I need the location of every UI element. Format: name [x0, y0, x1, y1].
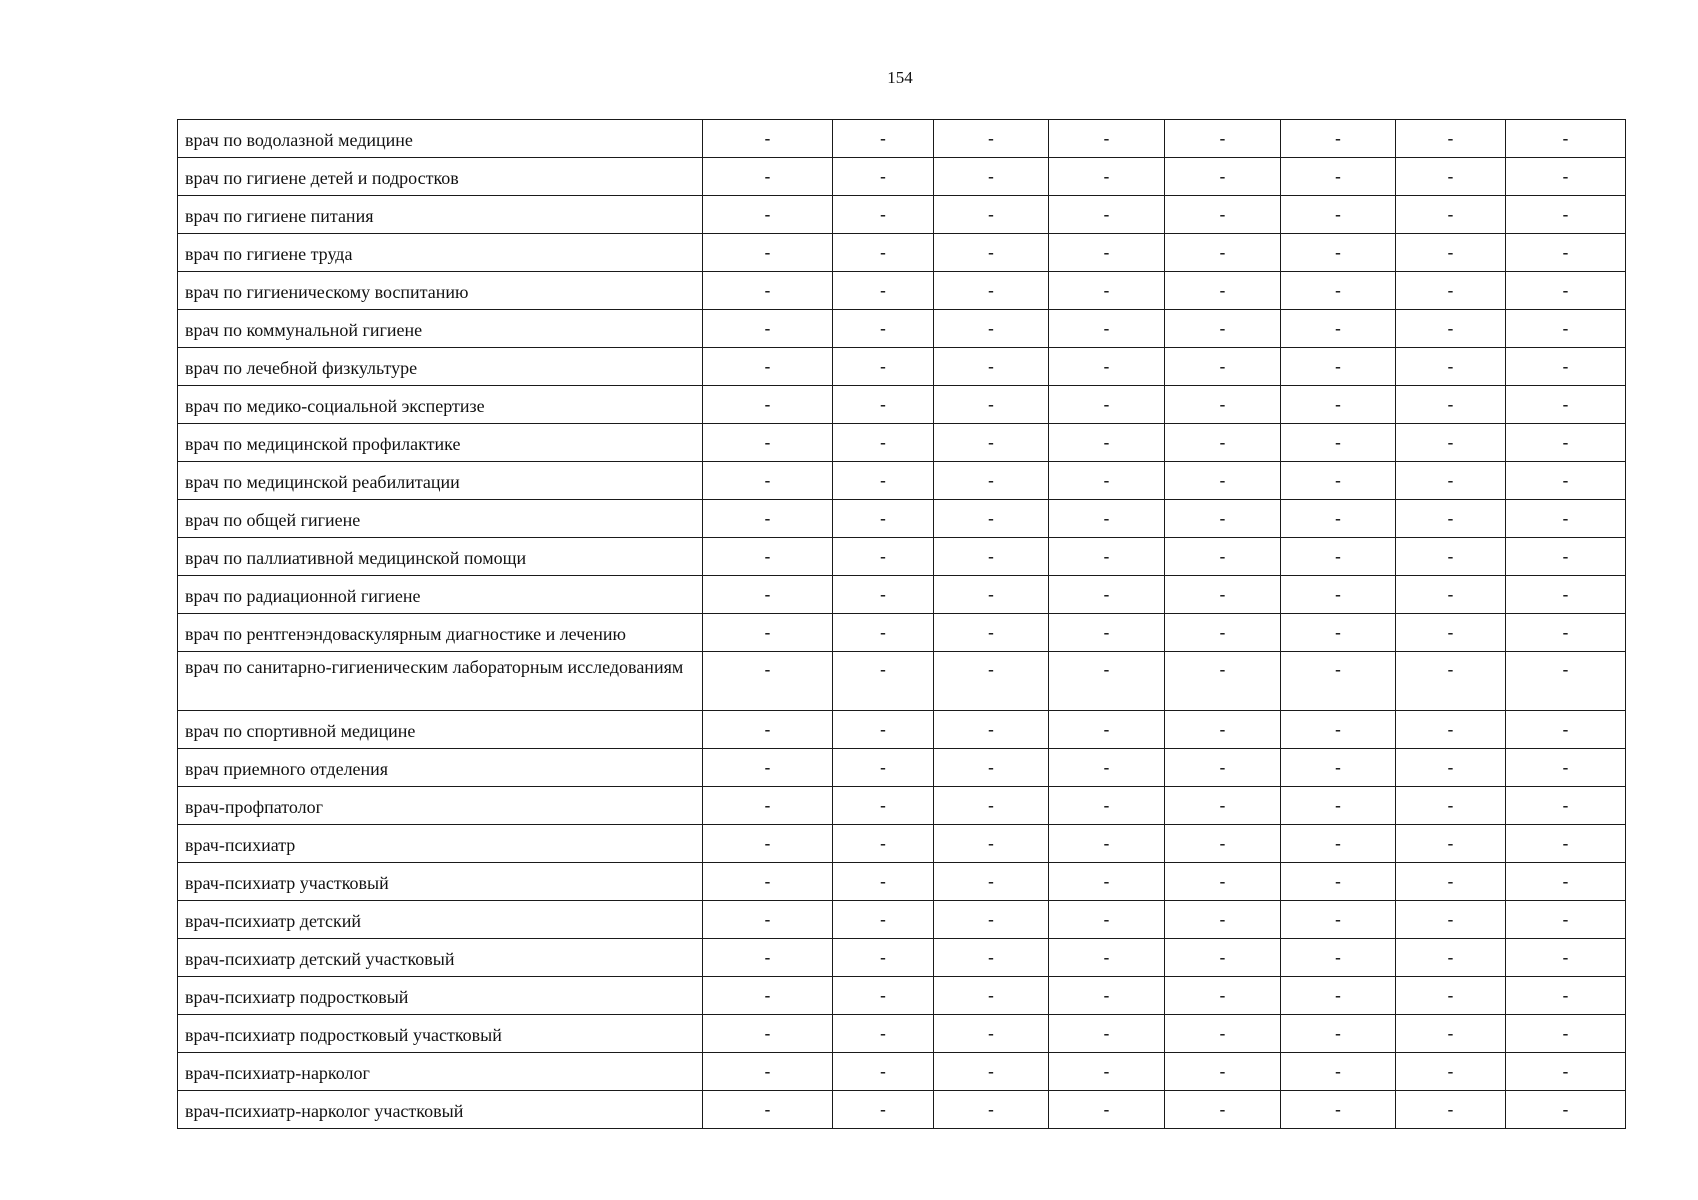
value-cell: -	[934, 272, 1049, 310]
value-cell: -	[1165, 120, 1281, 158]
value-cell: -	[934, 977, 1049, 1015]
value-cell: -	[1165, 310, 1281, 348]
value-cell: -	[934, 901, 1049, 939]
value-cell: -	[1049, 234, 1165, 272]
table-row	[178, 939, 1626, 977]
table-row	[178, 386, 1626, 424]
specialty-name-cell: врач-психиатр	[178, 825, 703, 863]
value-cell: -	[1281, 787, 1396, 825]
value-cell: -	[1506, 652, 1626, 711]
value-cell: -	[703, 158, 833, 196]
value-cell: -	[703, 310, 833, 348]
value-cell: -	[703, 711, 833, 749]
value-cell: -	[1049, 1053, 1165, 1091]
value-cell: -	[1281, 234, 1396, 272]
value-cell: -	[703, 576, 833, 614]
value-cell: -	[1281, 462, 1396, 500]
table-row	[178, 901, 1626, 939]
value-cell: -	[1506, 711, 1626, 749]
value-cell: -	[703, 348, 833, 386]
value-cell: -	[1396, 424, 1506, 462]
value-cell: -	[833, 652, 934, 711]
value-cell: -	[703, 386, 833, 424]
value-cell: -	[1049, 711, 1165, 749]
value-cell: -	[1506, 576, 1626, 614]
value-cell: -	[934, 310, 1049, 348]
value-cell: -	[1506, 1015, 1626, 1053]
specialty-name-cell: врач по паллиативной медицинской помощи	[178, 538, 703, 576]
value-cell: -	[1506, 787, 1626, 825]
value-cell: -	[833, 462, 934, 500]
table-row	[178, 424, 1626, 462]
value-cell: -	[1506, 234, 1626, 272]
value-cell: -	[1049, 196, 1165, 234]
specialty-name-cell: врач-психиатр-нарколог участковый	[178, 1091, 703, 1129]
specialty-name-cell: врач по гигиене питания	[178, 196, 703, 234]
specialty-name-cell: врач-психиатр подростковый	[178, 977, 703, 1015]
value-cell: -	[1281, 1015, 1396, 1053]
value-cell: -	[934, 1015, 1049, 1053]
table-row	[178, 234, 1626, 272]
value-cell: -	[1506, 1053, 1626, 1091]
value-cell: -	[703, 939, 833, 977]
value-cell: -	[703, 1053, 833, 1091]
value-cell: -	[1396, 538, 1506, 576]
value-cell: -	[1506, 939, 1626, 977]
value-cell: -	[1396, 901, 1506, 939]
table-row	[178, 787, 1626, 825]
value-cell: -	[1049, 614, 1165, 652]
value-cell: -	[1396, 1053, 1506, 1091]
value-cell: -	[703, 272, 833, 310]
value-cell: -	[934, 1091, 1049, 1129]
value-cell: -	[1049, 1015, 1165, 1053]
value-cell: -	[833, 538, 934, 576]
specialty-name-cell: врач-психиатр детский	[178, 901, 703, 939]
value-cell: -	[1396, 462, 1506, 500]
table-row	[178, 825, 1626, 863]
specialty-name-cell: врач по медицинской реабилитации	[178, 462, 703, 500]
value-cell: -	[1506, 538, 1626, 576]
value-cell: -	[934, 158, 1049, 196]
value-cell: -	[1049, 538, 1165, 576]
value-cell: -	[1506, 614, 1626, 652]
table-row	[178, 711, 1626, 749]
value-cell: -	[1396, 386, 1506, 424]
value-cell: -	[1281, 500, 1396, 538]
specialty-name-cell: врач по радиационной гигиене	[178, 576, 703, 614]
table-row	[178, 652, 1626, 711]
value-cell: -	[1506, 901, 1626, 939]
specialty-name-cell: врач-психиатр детский участковый	[178, 939, 703, 977]
value-cell: -	[1281, 749, 1396, 787]
value-cell: -	[1165, 424, 1281, 462]
page-number: 154	[887, 68, 913, 87]
value-cell: -	[833, 749, 934, 787]
value-cell: -	[934, 652, 1049, 711]
value-cell: -	[1396, 787, 1506, 825]
value-cell: -	[833, 120, 934, 158]
value-cell: -	[1506, 462, 1626, 500]
table-row	[178, 462, 1626, 500]
table-row	[178, 500, 1626, 538]
value-cell: -	[703, 787, 833, 825]
value-cell: -	[703, 424, 833, 462]
value-cell: -	[1049, 787, 1165, 825]
value-cell: -	[1281, 977, 1396, 1015]
value-cell: -	[1049, 120, 1165, 158]
value-cell: -	[934, 500, 1049, 538]
specialty-name-cell: врач по гигиене труда	[178, 234, 703, 272]
value-cell: -	[934, 234, 1049, 272]
value-cell: -	[833, 348, 934, 386]
value-cell: -	[1165, 386, 1281, 424]
value-cell: -	[703, 614, 833, 652]
value-cell: -	[1049, 500, 1165, 538]
specialty-name-cell: врач по гигиене детей и подростков	[178, 158, 703, 196]
value-cell: -	[1165, 901, 1281, 939]
value-cell: -	[1396, 614, 1506, 652]
value-cell: -	[1506, 500, 1626, 538]
specialty-name-cell: врач по спортивной медицине	[178, 711, 703, 749]
value-cell: -	[703, 196, 833, 234]
specialty-name-cell: врач приемного отделения	[178, 749, 703, 787]
value-cell: -	[1396, 576, 1506, 614]
table-row	[178, 158, 1626, 196]
value-cell: -	[703, 462, 833, 500]
value-cell: -	[1049, 863, 1165, 901]
table-row	[178, 1015, 1626, 1053]
value-cell: -	[1049, 901, 1165, 939]
value-cell: -	[703, 863, 833, 901]
value-cell: -	[1165, 939, 1281, 977]
table-row	[178, 310, 1626, 348]
value-cell: -	[1281, 576, 1396, 614]
value-cell: -	[1049, 272, 1165, 310]
value-cell: -	[934, 576, 1049, 614]
table-row	[178, 1091, 1626, 1129]
value-cell: -	[934, 120, 1049, 158]
value-cell: -	[1281, 901, 1396, 939]
value-cell: -	[1281, 196, 1396, 234]
value-cell: -	[833, 272, 934, 310]
specialty-name-cell: врач-психиатр подростковый участковый	[178, 1015, 703, 1053]
specialty-name-cell: врач по медицинской профилактике	[178, 424, 703, 462]
value-cell: -	[934, 711, 1049, 749]
value-cell: -	[934, 386, 1049, 424]
value-cell: -	[833, 500, 934, 538]
value-cell: -	[1506, 158, 1626, 196]
specialty-name-cell: врач по медико-социальной экспертизе	[178, 386, 703, 424]
value-cell: -	[833, 576, 934, 614]
value-cell: -	[1396, 825, 1506, 863]
table-body	[178, 120, 1626, 1129]
value-cell: -	[1396, 863, 1506, 901]
value-cell: -	[1281, 310, 1396, 348]
value-cell: -	[1165, 538, 1281, 576]
specialty-name-cell: врач-профпатолог	[178, 787, 703, 825]
value-cell: -	[1396, 711, 1506, 749]
value-cell: -	[833, 825, 934, 863]
value-cell: -	[1281, 863, 1396, 901]
value-cell: -	[1165, 1053, 1281, 1091]
value-cell: -	[703, 500, 833, 538]
value-cell: -	[1396, 1015, 1506, 1053]
specialty-name-cell: врач по водолазной медицине	[178, 120, 703, 158]
value-cell: -	[934, 348, 1049, 386]
specialty-name-cell: врач-психиатр-нарколог	[178, 1053, 703, 1091]
value-cell: -	[1506, 272, 1626, 310]
value-cell: -	[1281, 939, 1396, 977]
value-cell: -	[1049, 158, 1165, 196]
value-cell: -	[833, 787, 934, 825]
value-cell: -	[1281, 538, 1396, 576]
value-cell: -	[833, 424, 934, 462]
value-cell: -	[1049, 386, 1165, 424]
value-cell: -	[833, 1015, 934, 1053]
value-cell: -	[703, 120, 833, 158]
value-cell: -	[703, 749, 833, 787]
value-cell: -	[1165, 272, 1281, 310]
value-cell: -	[1165, 977, 1281, 1015]
value-cell: -	[934, 749, 1049, 787]
value-cell: -	[934, 939, 1049, 977]
table-row	[178, 120, 1626, 158]
value-cell: -	[1281, 386, 1396, 424]
table-row	[178, 977, 1626, 1015]
value-cell: -	[1165, 863, 1281, 901]
value-cell: -	[833, 1091, 934, 1129]
value-cell: -	[1396, 120, 1506, 158]
table-row	[178, 863, 1626, 901]
value-cell: -	[1506, 386, 1626, 424]
value-cell: -	[833, 711, 934, 749]
specialty-name-cell: врач по санитарно-гигиеническим лабораторным исследованиям	[178, 652, 703, 711]
specialties-table	[177, 119, 1626, 1129]
value-cell: -	[1281, 348, 1396, 386]
specialty-name-cell: врач-психиатр участковый	[178, 863, 703, 901]
value-cell: -	[934, 787, 1049, 825]
value-cell: -	[1165, 1015, 1281, 1053]
value-cell: -	[703, 652, 833, 711]
value-cell: -	[1049, 939, 1165, 977]
value-cell: -	[1049, 977, 1165, 1015]
table-row	[178, 196, 1626, 234]
value-cell: -	[1506, 120, 1626, 158]
value-cell: -	[1049, 348, 1165, 386]
value-cell: -	[1165, 196, 1281, 234]
value-cell: -	[1281, 614, 1396, 652]
value-cell: -	[833, 901, 934, 939]
value-cell: -	[934, 1053, 1049, 1091]
specialty-name-cell: врач по лечебной физкультуре	[178, 348, 703, 386]
value-cell: -	[1165, 825, 1281, 863]
value-cell: -	[1396, 977, 1506, 1015]
value-cell: -	[1049, 424, 1165, 462]
value-cell: -	[1165, 614, 1281, 652]
table-row	[178, 272, 1626, 310]
value-cell: -	[1506, 825, 1626, 863]
value-cell: -	[703, 901, 833, 939]
value-cell: -	[1506, 424, 1626, 462]
table-row	[178, 576, 1626, 614]
value-cell: -	[1165, 711, 1281, 749]
value-cell: -	[934, 863, 1049, 901]
value-cell: -	[703, 234, 833, 272]
value-cell: -	[1165, 576, 1281, 614]
value-cell: -	[934, 196, 1049, 234]
value-cell: -	[1049, 310, 1165, 348]
value-cell: -	[1281, 1091, 1396, 1129]
table-row	[178, 614, 1626, 652]
specialty-name-cell: врач по общей гигиене	[178, 500, 703, 538]
value-cell: -	[833, 310, 934, 348]
value-cell: -	[703, 1015, 833, 1053]
value-cell: -	[703, 977, 833, 1015]
value-cell: -	[1165, 234, 1281, 272]
value-cell: -	[1049, 825, 1165, 863]
value-cell: -	[1281, 711, 1396, 749]
value-cell: -	[1049, 1091, 1165, 1129]
value-cell: -	[1165, 1091, 1281, 1129]
value-cell: -	[833, 939, 934, 977]
value-cell: -	[833, 196, 934, 234]
value-cell: -	[833, 977, 934, 1015]
specialty-name-cell: врач по коммунальной гигиене	[178, 310, 703, 348]
value-cell: -	[1506, 749, 1626, 787]
value-cell: -	[1165, 462, 1281, 500]
value-cell: -	[1281, 1053, 1396, 1091]
value-cell: -	[1281, 120, 1396, 158]
value-cell: -	[1165, 652, 1281, 711]
value-cell: -	[1049, 652, 1165, 711]
value-cell: -	[703, 538, 833, 576]
value-cell: -	[833, 234, 934, 272]
value-cell: -	[1396, 196, 1506, 234]
table-row	[178, 348, 1626, 386]
value-cell: -	[934, 825, 1049, 863]
value-cell: -	[1049, 749, 1165, 787]
value-cell: -	[1396, 234, 1506, 272]
value-cell: -	[1281, 424, 1396, 462]
value-cell: -	[833, 1053, 934, 1091]
value-cell: -	[1165, 158, 1281, 196]
value-cell: -	[934, 462, 1049, 500]
value-cell: -	[1281, 825, 1396, 863]
value-cell: -	[1506, 196, 1626, 234]
table-row	[178, 538, 1626, 576]
value-cell: -	[1506, 310, 1626, 348]
value-cell: -	[833, 386, 934, 424]
value-cell: -	[833, 158, 934, 196]
value-cell: -	[1396, 749, 1506, 787]
value-cell: -	[1281, 158, 1396, 196]
value-cell: -	[1165, 348, 1281, 386]
value-cell: -	[1396, 272, 1506, 310]
specialty-name-cell: врач по гигиеническому воспитанию	[178, 272, 703, 310]
value-cell: -	[1396, 310, 1506, 348]
value-cell: -	[1506, 863, 1626, 901]
value-cell: -	[1281, 272, 1396, 310]
table-row	[178, 1053, 1626, 1091]
value-cell: -	[1506, 977, 1626, 1015]
specialty-name-cell: врач по рентгенэндоваскулярным диагностике и лечению	[178, 614, 703, 652]
value-cell: -	[1165, 500, 1281, 538]
value-cell: -	[1396, 1091, 1506, 1129]
value-cell: -	[1396, 652, 1506, 711]
value-cell: -	[1049, 576, 1165, 614]
value-cell: -	[1506, 348, 1626, 386]
value-cell: -	[1506, 1091, 1626, 1129]
value-cell: -	[934, 424, 1049, 462]
value-cell: -	[833, 863, 934, 901]
value-cell: -	[1396, 348, 1506, 386]
value-cell: -	[1165, 749, 1281, 787]
table-row	[178, 749, 1626, 787]
value-cell: -	[1396, 158, 1506, 196]
value-cell: -	[934, 614, 1049, 652]
value-cell: -	[833, 614, 934, 652]
value-cell: -	[703, 1091, 833, 1129]
value-cell: -	[1165, 787, 1281, 825]
value-cell: -	[1396, 939, 1506, 977]
value-cell: -	[1396, 500, 1506, 538]
value-cell: -	[934, 538, 1049, 576]
value-cell: -	[1049, 462, 1165, 500]
value-cell: -	[1281, 652, 1396, 711]
value-cell: -	[703, 825, 833, 863]
